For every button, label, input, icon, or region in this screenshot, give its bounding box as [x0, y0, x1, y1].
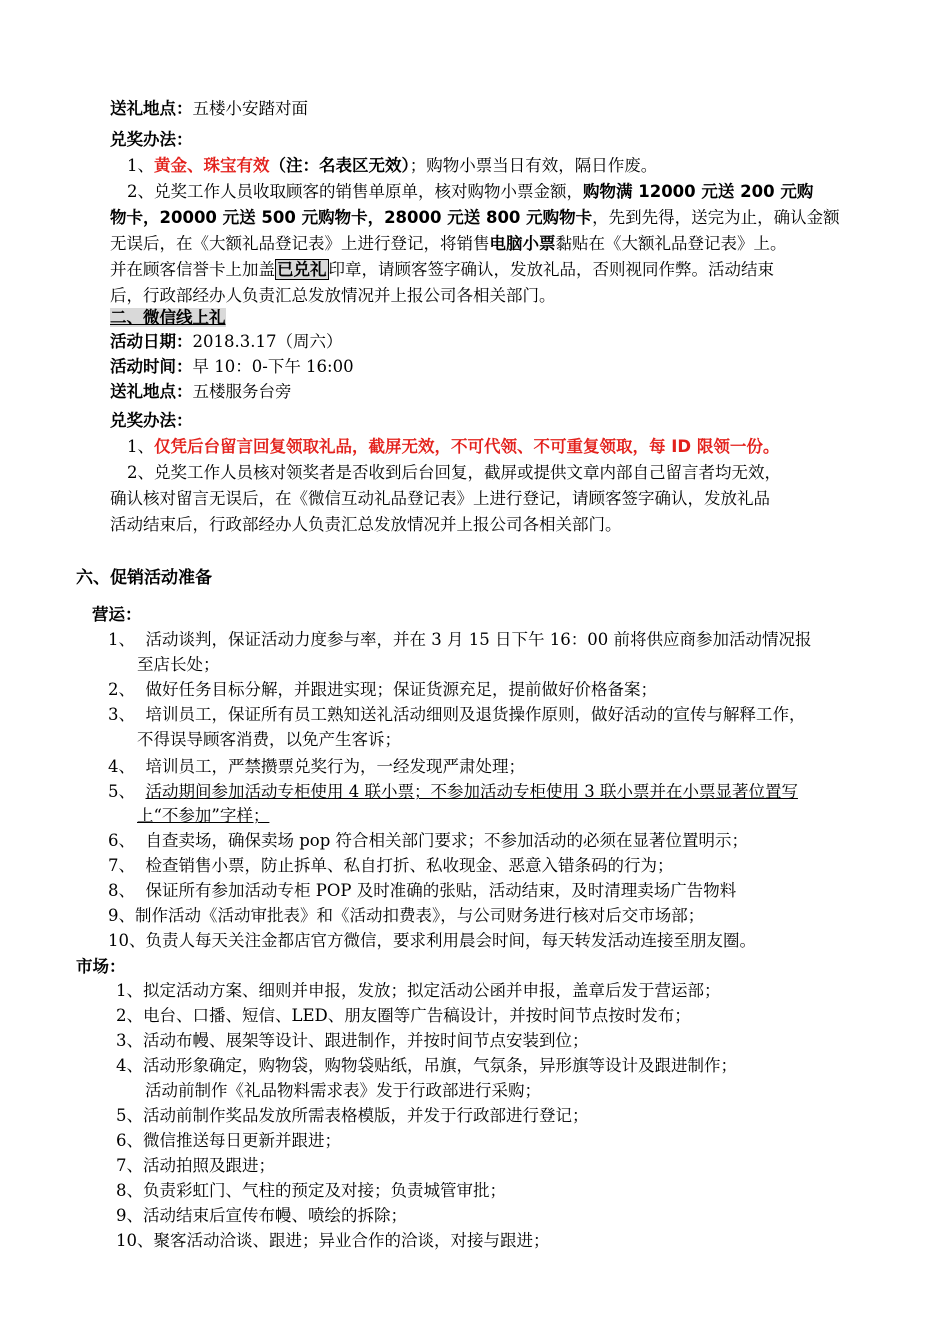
gift-place-line [110, 97, 308, 121]
wechat-method-label: 兑奖办法： [110, 411, 193, 430]
wechat-rule-2: 2、兑奖工作人员核对领奖者是否收到后台回复，截屏或提供文章内部自己留言者均无效， [127, 463, 781, 482]
rule-2-line-b: 物卡，20000 元送 500 元购物卡，28000 元送 800 元购物卡，先到先得，送完为止，确认金额 [110, 208, 840, 227]
rule-1-highlight: 黄金、珠宝有效 [154, 156, 270, 175]
wechat-rule-2-b: 确认核对留言无误后，在《微信互动礼品登记表》上进行登记，请顾客签字确认，发放礼品 [110, 489, 770, 508]
mkt-item-4-cont: 活动前制作《礼品物料需求表》发于行政部进行采购； [145, 1081, 541, 1100]
wechat-place-line: 送礼地点：五楼服务台旁 [110, 382, 292, 401]
gift-place-value: 五楼小安踏对面 [192, 99, 308, 118]
redeem-method-label: 兑奖办法： [110, 130, 193, 149]
ops-item-4: 4、 培训员工，严禁攒票兑奖行为，一经发现严肃处理； [108, 757, 525, 776]
ops-item-3-cont: 不得误导顾客消费，以免产生客诉； [137, 730, 401, 749]
section-6-title: 六、促销活动准备 [76, 568, 212, 588]
mkt-item-6: 6、微信推送每日更新并跟进； [116, 1131, 341, 1150]
ops-item-1: 1、 活动谈判，保证活动力度参与率，并在 3 月 15 日下午 16：00 前将供应商参加活动情况报 [108, 630, 812, 649]
mkt-item-3: 3、活动布幔、展架等设计、跟进制作，并按时间节点安装到位； [116, 1031, 589, 1050]
redeemed-stamp-label: 已兑礼 [277, 260, 327, 279]
market-label: 市场： [76, 957, 126, 976]
rule-1-line: 1、黄金、珠宝有效（注：名表区无效）；购物小票当日有效，隔日作废。 [127, 156, 658, 175]
rule-2-line-d: 并在顾客信誉卡上加盖 已兑礼 印章，请顾客签字确认，发放礼品，否则视同作弊。活动结束 [110, 260, 774, 279]
rule-2-line-e: 后，行政部经办人负责汇总发放情况并上报公司各相关部门。 [110, 286, 556, 305]
wechat-rule-1: 1、仅凭后台留言回复领取礼品，截屏无效，不可代领、不可重复领取，每 ID 限领一份。 [127, 437, 780, 456]
mkt-item-2: 2、电台、口播、短信、LED、朋友圈等广告稿设计，并按时间节点按时发布； [116, 1006, 691, 1025]
wechat-rule-2-c: 活动结束后，行政部经办人负责汇总发放情况并上报公司各相关部门。 [110, 515, 622, 534]
ops-item-9: 9、制作活动《活动审批表》和《活动扣费表》，与公司财务进行核对后交市场部； [108, 906, 705, 925]
ops-item-1-cont: 至店长处； [137, 655, 220, 674]
operations-label: 营运： [92, 605, 142, 624]
mkt-item-1: 1、拟定活动方案、细则并申报，发放；拟定活动公函并申报，盖章后发于营运部； [116, 981, 721, 1000]
ops-item-5-cont: 上“不参加”字样； [137, 806, 270, 825]
rule-2-line: 2、兑奖工作人员收取顾客的销售单原单，核对购物小票金额，购物满 12000 元送 200 元购 [127, 182, 814, 201]
ops-item-3: 3、 培训员工，保证所有员工熟知送礼活动细则及退货操作原则，做好活动的宣传与解释工作， [108, 705, 806, 724]
mkt-item-7: 7、活动拍照及跟进； [116, 1156, 275, 1175]
ops-item-6: 6、 自查卖场，确保卖场 pop 符合相关部门要求；不参加活动的必须在显著位置明示； [108, 831, 749, 850]
mkt-item-8: 8、负责彩虹门、气柱的预定及对接；负责城管审批； [116, 1181, 506, 1200]
rule-1-note: （注：名表区无效） [269, 156, 410, 175]
gift-place-label: 送礼地点： [110, 99, 193, 118]
ops-item-10: 10、负责人每天关注金都店官方微信，要求利用晨会时间，每天转发活动连接至朋友圈。 [108, 931, 756, 950]
mkt-item-10: 10、聚客活动洽谈、跟进；异业合作的洽谈，对接与跟进； [116, 1231, 550, 1250]
mkt-item-5: 5、活动前制作奖品发放所需表格模版，并发于行政部进行登记； [116, 1106, 589, 1125]
rule-2-line-c: 无误后，在《大额礼品登记表》上进行登记，将销售电脑小票黏贴在《大额礼品登记表》上。 [110, 234, 787, 253]
ops-item-2: 2、 做好任务目标分解，并跟进实现；保证货源充足，提前做好价格备案； [108, 680, 657, 699]
mkt-item-4: 4、活动形象确定，购物袋，购物袋贴纸，吊旗，气氛条，异形旗等设计及跟进制作； [116, 1056, 737, 1075]
ops-item-8: 8、 保证所有参加活动专柜 POP 及时准确的张贴，活动结束，及时清理卖场广告物料 [108, 881, 737, 900]
mkt-item-9: 9、活动结束后宣传布幔、喷绘的拆除； [116, 1206, 407, 1225]
ops-item-5: 5、 活动期间参加活动专柜使用 4 联小票；不参加活动专柜使用 3 联小票并在小票显著位置写 [108, 782, 798, 801]
activity-time-line: 活动时间：早 10：0-下午 16:00 [110, 357, 354, 376]
ops-item-7: 7、 检查销售小票，防止拆单、私自打折、私收现金、恶意入错条码的行为； [108, 856, 674, 875]
activity-date-line: 活动日期：2018.3.17（周六） [110, 332, 343, 351]
wechat-gift-heading: 二、微信线上礼 [110, 308, 226, 327]
